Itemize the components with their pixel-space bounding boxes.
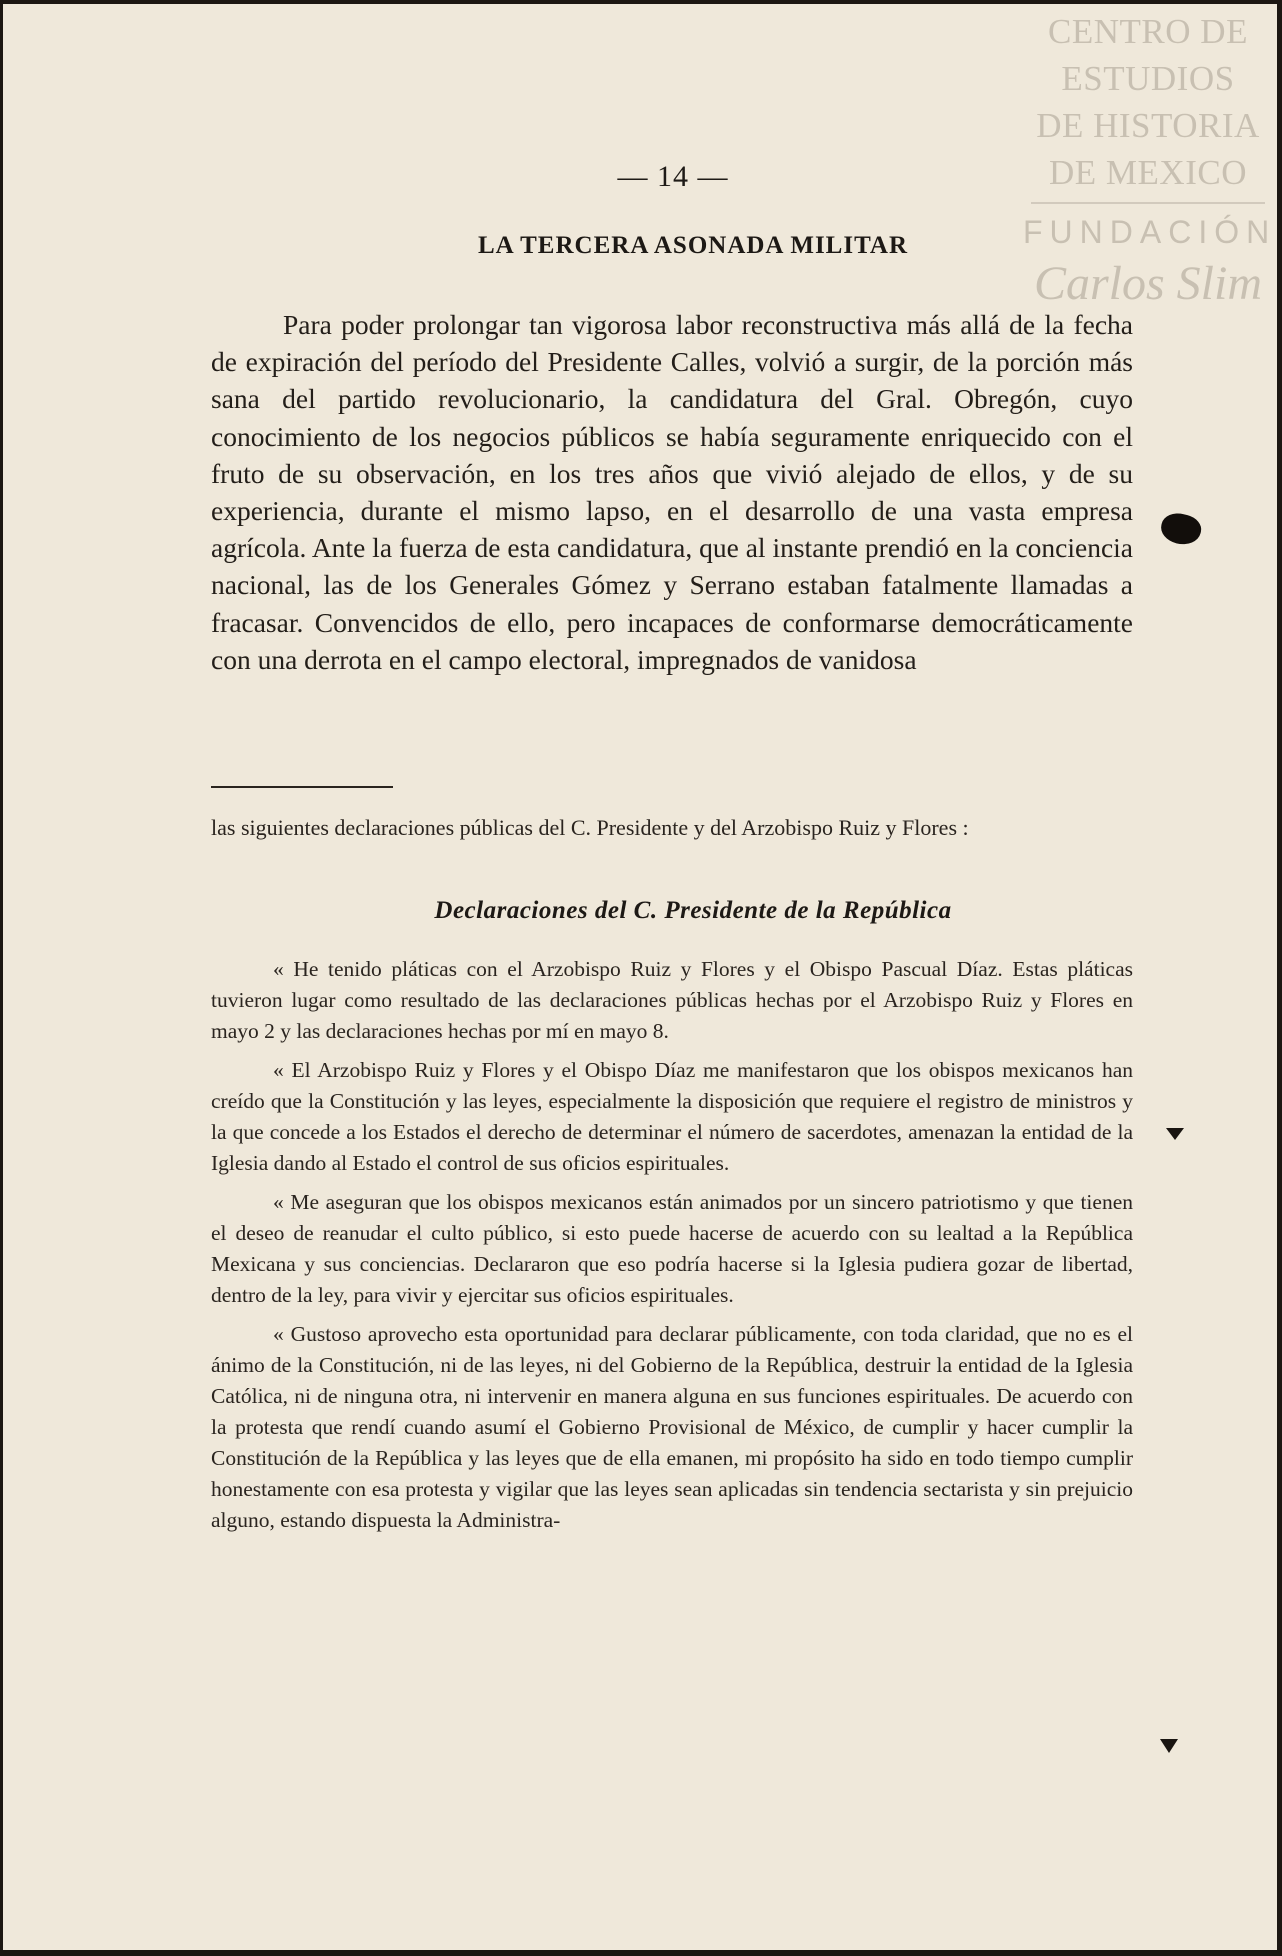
- watermark-line: ESTUDIOS: [1061, 59, 1235, 98]
- main-paragraph-text: Para poder prolongar tan vigorosa labor reconstructiva más allá de la fecha de expiración del período del Presidente Calles, volvió a surgir, de la porción más sana del partido revolucionario, la candidatura del Gral. Obregón, cuyo conocimiento de los negocios públicos se había seguramente enriquecido con el fruto de su observación, en los tres años que vivió alejado de ellos, y de su experiencia, durante el mismo lapso, en el desarrollo de una vasta empresa agrícola. Ante la fuerza de esta candidatura, que al instante prendió en la conciencia nacional, las de los Generales Gómez y Serrano estaban fatalmente llamadas a fracasar. Convencidos de ello, pero incapaces de conformarse democráticamente con una derrota en el campo electoral, impregnados de vanidosa: [211, 309, 1133, 675]
- watermark-line: CENTRO DE: [1048, 12, 1248, 51]
- declaration-paragraph: « Me aseguran que los obispos mexicanos están animados por un sincero patriotismo y que tienen el deseo de reanudar el culto público, si esto puede hacerse de acuerdo con su lealtad a la República Mexicana y sus conciencias. Declararon que eso podría hacerse si la Iglesia pudiera gozar de libertad, dentro de la ley, para vivir y ejercitar sus oficios espirituales.: [211, 1190, 1133, 1307]
- archive-watermark: [1023, 8, 1277, 314]
- chapter-title: LA TERCERA ASONADA MILITAR: [477, 232, 909, 259]
- declaration-paragraph: « El Arzobispo Ruiz y Flores y el Obispo Díaz me manifestaron que los obispos mexicanos han creído que la Constitución y las leyes, especialmente la disposición que requiere el registro de ministros y la que concede a los Estados el derecho de determinar el número de sacerdotes, amenazan la entidad de la Iglesia dando al Estado el control de sus oficios espirituales.: [211, 1058, 1133, 1175]
- watermark-line: DE HISTORIA: [1036, 106, 1260, 145]
- declarations-body: [211, 954, 1133, 1544]
- footnote-divider: [211, 786, 393, 788]
- footnote-lead: las siguientes declaraciones públicas del C. Presidente y del Arzobispo Ruiz y Flores :: [211, 815, 969, 840]
- document-page: [3, 4, 1277, 1950]
- main-paragraph: [211, 306, 1133, 678]
- declaration-paragraph: « Gustoso aprovecho esta oportunidad para declarar públicamente, con toda claridad, que no es el ánimo de la Constitución, ni de las leyes, ni del Gobierno de la República, destruir la entidad de la Iglesia Católica, ni de ninguna otra, ni intervenir en manera alguna en sus funciones espirituales. De acuerdo con la protesta que rendí cuando asumí el Gobierno Provisional de México, de cumplir y hacer cumplir la Constitución de la República y las leyes que de ella emanen, mi propósito ha sido en todo tiempo cumplir honestamente con esa protesta y vigilar que las leyes sean aplicadas sin tendencia sectarista y sin prejuicio alguno, estando dispuesta la Administra-: [211, 1322, 1133, 1532]
- ink-blot: [1158, 510, 1204, 549]
- watermark-divider: [1031, 202, 1265, 204]
- margin-mark: [1160, 1739, 1178, 1753]
- declaration-paragraph: « He tenido pláticas con el Arzobispo Ruiz y Flores y el Obispo Pascual Díaz. Estas pláticas tuvieron lugar como resultado de las declaraciones públicas hechas por el Arzobispo Ruiz y Flores en mayo 2 y las declaraciones hechas por mí en mayo 8.: [211, 957, 1133, 1043]
- margin-mark: [1166, 1128, 1184, 1140]
- watermark-foundation: FUNDACIÓN: [1023, 214, 1277, 250]
- page-number: — 14 —: [617, 160, 729, 193]
- watermark-signature: Carlos Slim: [1033, 257, 1263, 310]
- watermark-line: DE MEXICO: [1049, 153, 1247, 192]
- declarations-heading: Declaraciones del C. Presidente de la República: [434, 897, 952, 924]
